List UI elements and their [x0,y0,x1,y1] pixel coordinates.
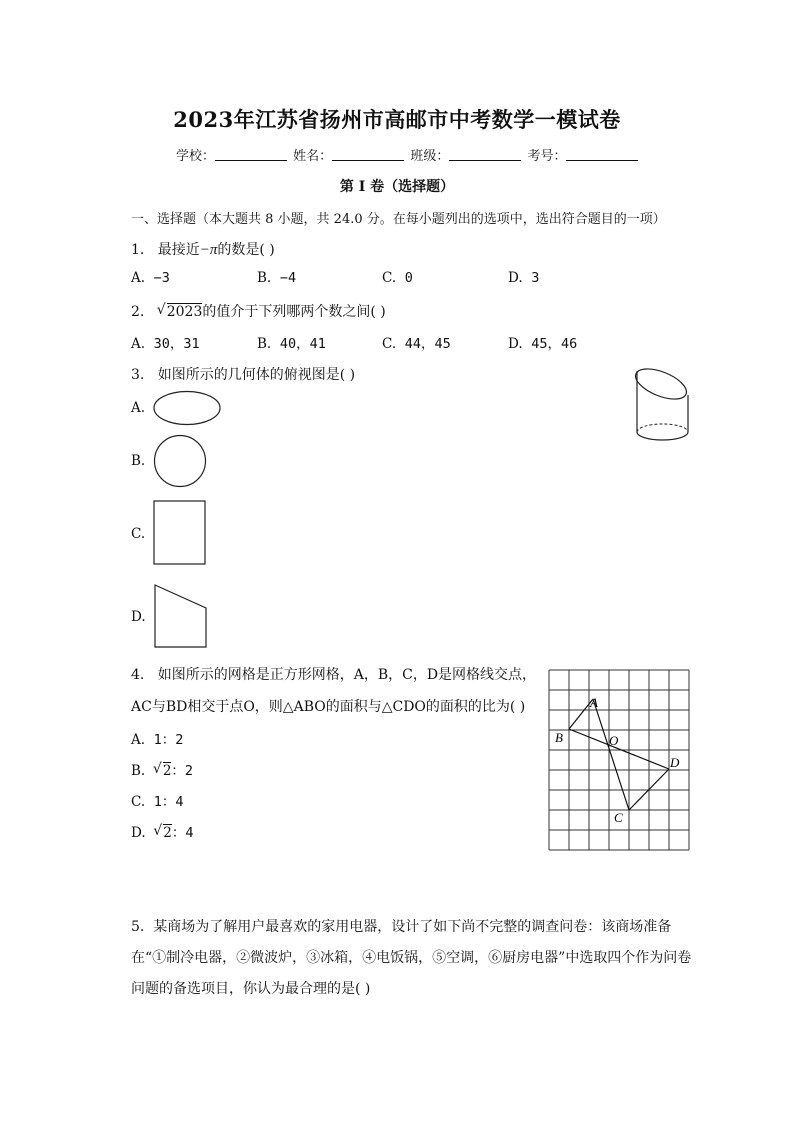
q1-number: 1. [131,242,145,258]
option-sqrt [154,825,172,841]
option-value: 3 [531,270,540,286]
name-label: 姓名： [293,149,333,164]
q2-sqrt [158,304,203,320]
option-sqrt [154,763,172,779]
part-title: 第 I 卷（选择题） [339,179,455,195]
q1-stem-before: 最接近 [157,242,200,258]
q2-option-c[interactable] [382,332,451,352]
q4-option-d[interactable] [131,821,193,841]
option-label: B. [257,336,272,352]
option-value: 44，45 [404,336,451,352]
option-suffix: ：2 [171,763,194,779]
q3-option-a[interactable] [131,400,145,416]
option-radicand: 2 [163,825,172,841]
option-label: A. [131,732,146,748]
q3-option-b[interactable] [131,453,145,469]
option-value: 40，41 [279,336,326,352]
q2-option-a[interactable] [131,332,200,352]
option-label: B. [257,270,272,286]
q5-number: 5. [131,919,145,935]
option-label: D. [131,825,146,841]
option-label: A. [131,336,146,352]
option-label: D. [508,270,523,286]
question-4-line2 [131,696,525,716]
class-label: 班级： [410,149,450,164]
segment-bd [569,729,669,769]
q4-option-a[interactable] [131,728,183,748]
point-c-label: C [614,810,623,825]
q2-stem-after: 的值介于下列哪两个数之间( ) [202,304,386,320]
option-label: C. [382,336,397,352]
exam-title: 2023年江苏省扬州市高邮市中考数学一模试卷 [173,107,621,132]
trapezoid-shape[interactable] [153,583,209,649]
q4-stem-line1: 如图所示的网格是正方形网格，A，B，C，D是网格线交点， [157,667,537,683]
question-1 [131,239,275,259]
q3-option-d[interactable] [131,609,146,625]
point-b-label: B [555,730,563,745]
option-label: C. [131,526,146,542]
q1-option-c[interactable] [382,270,413,286]
question-5 [131,912,697,1005]
option-label: D. [508,336,523,352]
question-3 [131,364,355,384]
option-label: B. [131,453,146,469]
option-value: 45，46 [531,336,578,352]
option-radicand: 2 [162,763,172,779]
point-d-label: D [670,755,680,770]
exam-number-blank[interactable] [566,148,638,161]
option-value: −3 [153,270,170,286]
square-grid-figure [548,669,690,851]
school-blank[interactable] [215,148,287,161]
q4-stem-line2: AC与BD相交于点O，则△ABO的面积与△CDO的面积的比为( ) [131,699,526,715]
option-suffix: ：4 [171,825,194,841]
ellipse-shape[interactable] [153,390,221,426]
q2-option-d[interactable] [508,332,577,352]
option-value: 30，31 [153,336,200,352]
option-label: A. [131,400,146,416]
q3-number: 3. [131,367,145,383]
school-label: 学校： [176,149,216,164]
q2-radicand: 2023 [166,304,203,320]
option-value: 1：4 [153,794,184,810]
question-2 [131,301,386,321]
q4-option-c[interactable] [131,790,184,810]
q5-stem: 某商场为了解用户最喜欢的家用电器，设计了如下尚不完整的调查问卷：该商场准备在“①制冷电器，②微波炉，③冰箱，④电饭锅，⑤空调，⑥厨房电器”中选取四个作为问卷问题的备选项目，你认为最合理的是( ) [131,919,692,997]
q3-option-c[interactable] [131,526,145,542]
exam-number-label: 考号： [527,149,567,164]
student-info-line [176,145,640,164]
q3-stem: 如图所示的几何体的俯视图是( ) [157,367,356,383]
circle-shape[interactable] [153,434,207,488]
class-blank[interactable] [449,148,521,161]
option-label: A. [131,270,146,286]
option-value: 0 [404,270,413,286]
option-label: B. [131,763,146,779]
q1-option-a[interactable] [131,270,170,286]
q1-option-d[interactable] [508,270,539,286]
cut-cylinder-figure [630,362,700,444]
name-blank[interactable] [332,148,404,161]
option-value: 1：2 [153,732,184,748]
option-label: C. [131,794,146,810]
q1-option-b[interactable] [257,270,296,286]
rectangle-shape[interactable] [153,500,207,566]
q2-number: 2. [131,304,145,320]
point-a-label: A [590,695,598,710]
q2-option-b[interactable] [257,332,326,352]
q4-option-b[interactable] [131,759,193,779]
q1-stem-after: 的数是( ) [217,242,275,258]
section-header: 一、选择题（本大题共 8 小题，共 24.0 分。在每小题列出的选项中，选出符合题目的一项） [131,212,666,227]
q4-number: 4. [131,667,145,683]
option-label: C. [382,270,397,286]
question-4-line1 [131,664,536,684]
segment-ac [593,699,629,810]
q1-stem-math: −π [199,242,218,258]
option-label: D. [131,609,146,625]
point-o-label: O [609,733,619,748]
option-value: −4 [279,270,297,286]
